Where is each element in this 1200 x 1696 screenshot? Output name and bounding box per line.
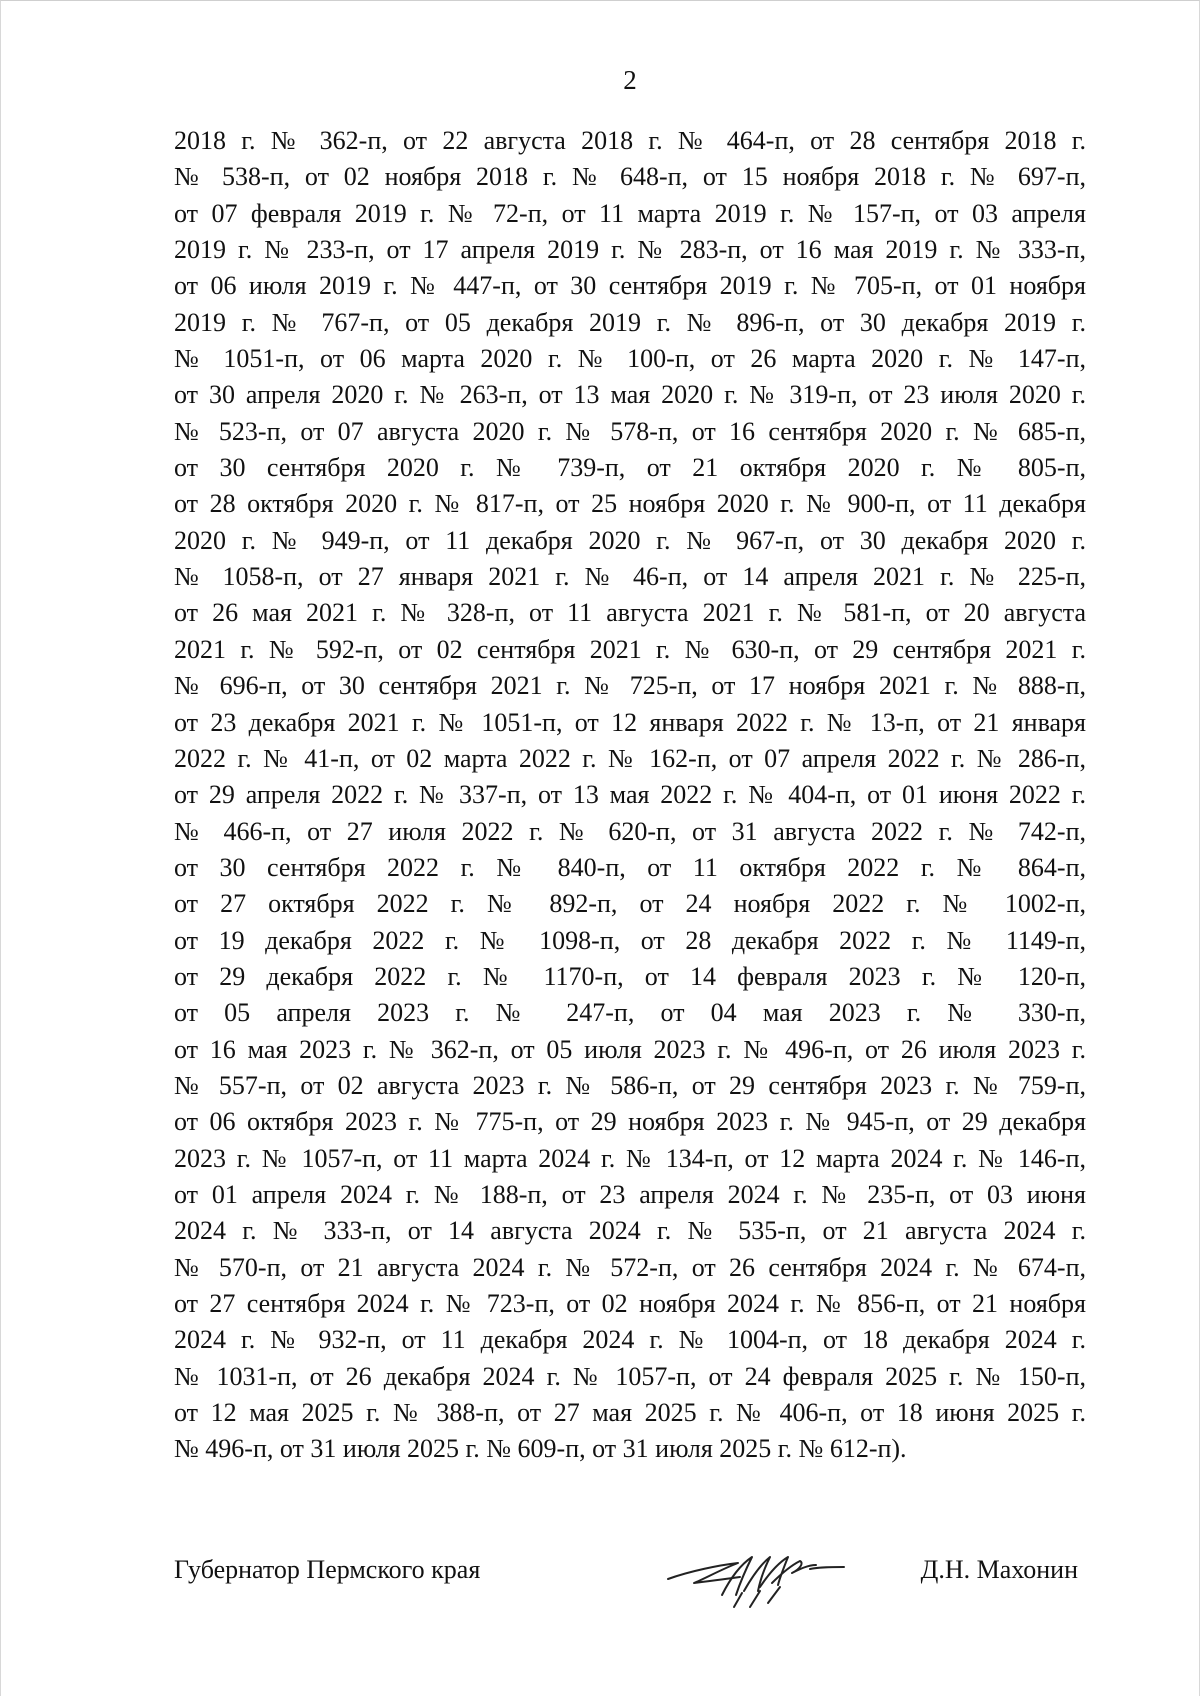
body-line: от 19 декабря 2022 г. № 1098-п, от 28 декабря 2022 г. № 1149-п,	[174, 925, 1086, 955]
body-line: № 1031-п, от 26 декабря 2024 г. № 1057-п, от 24 февраля 2025 г. № 150-п,	[174, 1361, 1086, 1391]
body-line: от 07 февраля 2019 г. № 72-п, от 11 марта 2019 г. № 157-п, от 03 апреля	[174, 198, 1086, 228]
body-line: 2019 г. № 767-п, от 05 декабря 2019 г. № 896-п, от 30 декабря 2019 г.	[174, 307, 1086, 337]
body-line: № 570-п, от 21 августа 2024 г. № 572-п, от 26 сентября 2024 г. № 674-п,	[174, 1252, 1086, 1282]
body-line: от 16 мая 2023 г. № 362-п, от 05 июля 2023 г. № 496-п, от 26 июля 2023 г.	[174, 1034, 1086, 1064]
body-line: от 28 октября 2020 г. № 817-п, от 25 ноября 2020 г. № 900-п, от 11 декабря	[174, 489, 1086, 519]
body-line: 2021 г. № 592-п, от 02 сентября 2021 г. № 630-п, от 29 сентября 2021 г.	[174, 634, 1086, 664]
body-line: от 29 апреля 2022 г. № 337-п, от 13 мая 2022 г. № 404-п, от 01 июня 2022 г.	[174, 780, 1086, 810]
body-line: от 06 октября 2023 г. № 775-п, от 29 ноября 2023 г. № 945-п, от 29 декабря	[174, 1107, 1086, 1137]
body-line: № 523-п, от 07 августа 2020 г. № 578-п, от 16 сентября 2020 г. № 685-п,	[174, 416, 1086, 446]
body-line: 2020 г. № 949-п, от 11 декабря 2020 г. № 967-п, от 30 декабря 2020 г.	[174, 525, 1086, 555]
signatory-name: Д.Н. Махонин	[920, 1555, 1078, 1584]
body-line: № 466-п, от 27 июля 2022 г. № 620-п, от 31 августа 2022 г. № 742-п,	[174, 816, 1086, 846]
page-number: 2	[623, 65, 637, 95]
body-line: от 26 мая 2021 г. № 328-п, от 11 августа 2021 г. № 581-п, от 20 августа	[174, 598, 1086, 628]
body-line: от 23 декабря 2021 г. № 1051-п, от 12 января 2022 г. № 13-п, от 21 января	[174, 707, 1086, 737]
body-line: от 12 мая 2025 г. № 388-п, от 27 мая 2025 г. № 406-п, от 18 июня 2025 г.	[174, 1398, 1086, 1428]
body-line: 2024 г. № 333-п, от 14 августа 2024 г. № 535-п, от 21 августа 2024 г.	[174, 1216, 1086, 1246]
body-line: 2018 г. № 362-п, от 22 августа 2018 г. № 464-п, от 28 сентября 2018 г.	[174, 126, 1086, 155]
body-line: от 27 октября 2022 г. № 892-п, от 24 ноября 2022 г. № 1002-п,	[174, 889, 1086, 919]
body-line: от 06 июля 2019 г. № 447-п, от 30 сентября 2019 г. № 705-п, от 01 ноября	[174, 271, 1086, 301]
body-line: № 1058-п, от 27 января 2021 г. № 46-п, от 14 апреля 2021 г. № 225-п,	[174, 562, 1086, 592]
body-line: № 557-п, от 02 августа 2023 г. № 586-п, от 29 сентября 2023 г. № 759-п,	[174, 1070, 1086, 1100]
document-body	[174, 123, 1086, 1468]
body-line: от 05 апреля 2023 г. № 247-п, от 04 мая 2023 г. № 330-п,	[174, 998, 1086, 1028]
body-line: 2019 г. № 233-п, от 17 апреля 2019 г. № 283-п, от 16 мая 2019 г. № 333-п,	[174, 235, 1086, 265]
body-line: от 27 сентября 2024 г. № 723-п, от 02 ноября 2024 г. № 856-п, от 21 ноября	[174, 1289, 1086, 1318]
body-line: 2024 г. № 932-п, от 11 декабря 2024 г. № 1004-п, от 18 декабря 2024 г.	[174, 1325, 1086, 1355]
body-line: от 01 апреля 2024 г. № 188-п, от 23 апреля 2024 г. № 235-п, от 03 июня	[174, 1179, 1086, 1209]
handwritten-signature-icon	[660, 1535, 850, 1610]
body-line: от 30 сентября 2020 г. № 739-п, от 21 октября 2020 г. № 805-п,	[174, 453, 1086, 483]
body-line: 2022 г. № 41-п, от 02 марта 2022 г. № 162-п, от 07 апреля 2022 г. № 286-п,	[174, 743, 1086, 773]
body-line: № 1051-п, от 06 марта 2020 г. № 100-п, от 26 марта 2020 г. № 147-п,	[174, 344, 1086, 374]
body-line: от 29 декабря 2022 г. № 1170-п, от 14 февраля 2023 г. № 120-п,	[174, 961, 1086, 991]
signatory-title: Губернатор Пермского края	[174, 1555, 481, 1584]
body-line-last: № 496-п, от 31 июля 2025 г. № 609-п, от 31 июля 2025 г. № 612-п).	[174, 1434, 907, 1464]
body-line: от 30 апреля 2020 г. № 263-п, от 13 мая 2020 г. № 319-п, от 23 июля 2020 г.	[174, 380, 1086, 410]
body-line: № 538-п, от 02 ноября 2018 г. № 648-п, от 15 ноября 2018 г. № 697-п,	[174, 162, 1086, 192]
body-line: 2023 г. № 1057-п, от 11 марта 2024 г. № 134-п, от 12 марта 2024 г. № 146-п,	[174, 1143, 1086, 1173]
body-line: от 30 сентября 2022 г. № 840-п, от 11 октября 2022 г. № 864-п,	[174, 852, 1086, 882]
body-line: № 696-п, от 30 сентября 2021 г. № 725-п, от 17 ноября 2021 г. № 888-п,	[174, 671, 1086, 701]
